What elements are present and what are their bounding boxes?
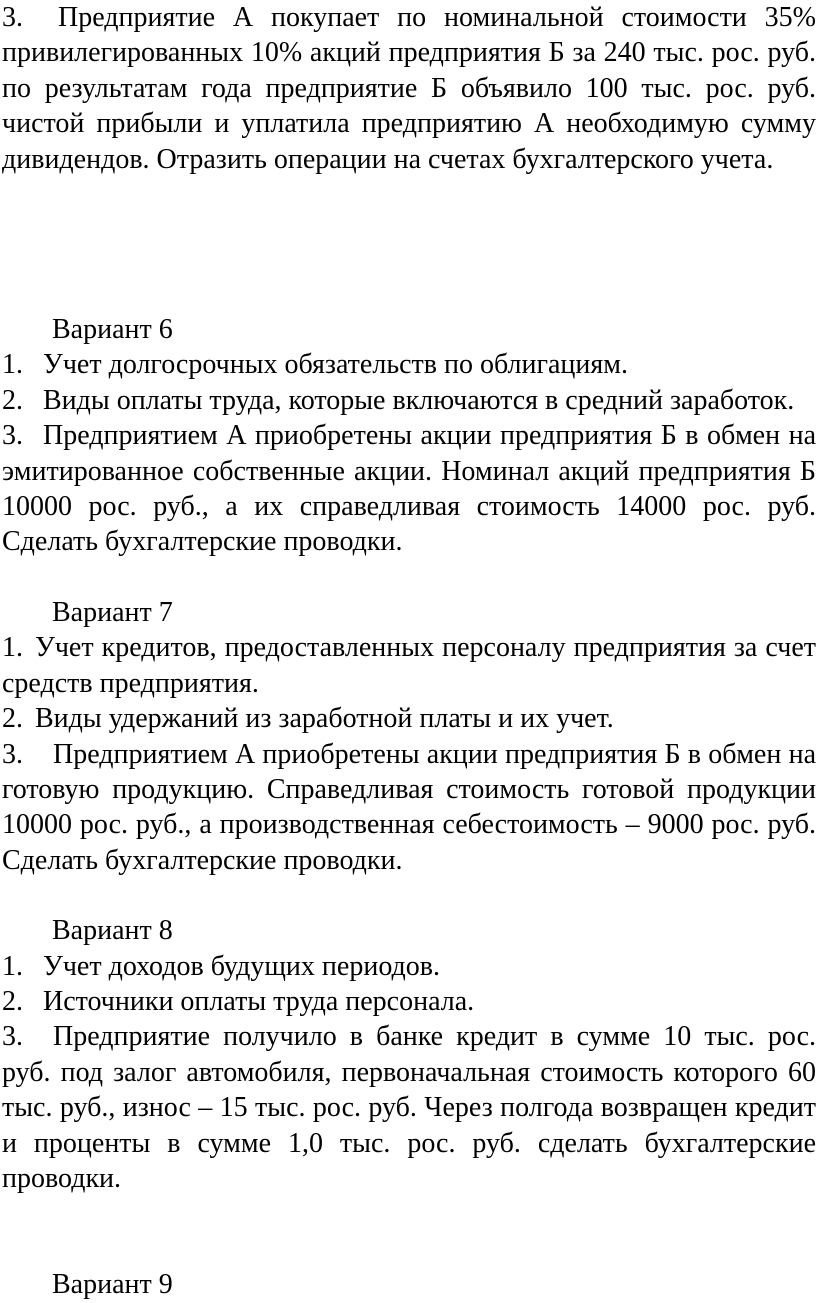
list-item-number: 2. [2, 985, 23, 1017]
task-number: 3. [2, 2, 23, 33]
tab-space [23, 1009, 43, 1010]
list-item-text: Предприятие получило в банке кредит в сумме 10 тыс. рос. руб. под залог автомобиля, первоначальная стоимость которого 60 тыс. руб., износ – 15 тыс. рос. руб. Через полгода возвращен кредит и проценты в сумме 1,0 тыс. рос. руб. сделать бухгалтерские проводки. [2, 1021, 816, 1194]
list-item-text: Виды оплаты труда, которые включаются в средний заработок. [43, 384, 795, 416]
list-item-text: Учет доходов будущих периодов. [43, 950, 440, 982]
list-item-number: 3. [2, 738, 23, 770]
list-item-number: 1. [2, 632, 23, 664]
tab-space [23, 443, 43, 444]
list-item-number: 1. [2, 349, 23, 381]
list-item-number: 3. [2, 1021, 23, 1053]
list-item-text: Виды удержаний из заработной платы и их учет. [35, 703, 614, 735]
list-item-text: Учет долгосрочных обязательств по облигациям. [43, 349, 628, 381]
list-item-text: Предприятием А приобретены акции предприятия Б в обмен на эмитированное собственные акции. Номинал акций предприятия Б 10000 рос. руб., а их справедливая стоимость 14000 рос. руб. Сделать бухгалтерские проводки. [2, 420, 816, 558]
list-item [2, 383, 816, 418]
task-text: Предприятие А покупает по номинальной стоимости 35% привилегированных 10% акций предприятия Б за 240 тыс. рос. руб. по результатам года предприятие Б объявило 100 тыс. рос. руб. чистой прибыли и уплатила предприятию А необходимую сумму дивидендов. Отразить операции на счетах бухгалтерского учета. [2, 2, 816, 175]
tab-space [23, 726, 35, 727]
task-paragraph [2, 0, 816, 177]
list-item-text: Учет кредитов, предоставленных персоналу предприятия за счет средств предприятия. [2, 632, 816, 699]
section-heading-variant-7: Вариант 7 [52, 596, 173, 628]
list-item-text: Предприятием А приобретены акции предприятия Б в обмен на готовую продукцию. Справедливая стоимость готовой продукции 10000 рос. руб., а производственная себестоимость – 9000 рос. руб. Сделать бухгалтерские проводки. [2, 738, 816, 876]
list-item [2, 1019, 816, 1196]
tab-space [23, 974, 43, 975]
list-item [2, 701, 816, 736]
list-item-number: 2. [2, 703, 23, 735]
tab-space [23, 762, 53, 763]
list-item [2, 630, 816, 701]
list-item [2, 984, 816, 1019]
section-heading-variant-6: Вариант 6 [52, 314, 173, 346]
list-item-number: 2. [2, 384, 23, 416]
list-item [2, 418, 816, 560]
section-heading-variant-8: Вариант 8 [52, 915, 173, 947]
section-heading-variant-9: Вариант 9 [52, 1269, 173, 1301]
tab-space [23, 408, 43, 409]
tab-space [23, 25, 58, 26]
tab-space [23, 1044, 53, 1045]
list-item [2, 949, 816, 984]
list-item [2, 737, 816, 879]
list-item-text: Источники оплаты труда персонала. [43, 985, 475, 1017]
list-item [2, 347, 816, 382]
tab-space [23, 372, 43, 373]
list-item-number: 3. [2, 420, 23, 452]
list-item-number: 1. [2, 950, 23, 982]
tab-space [23, 655, 35, 656]
